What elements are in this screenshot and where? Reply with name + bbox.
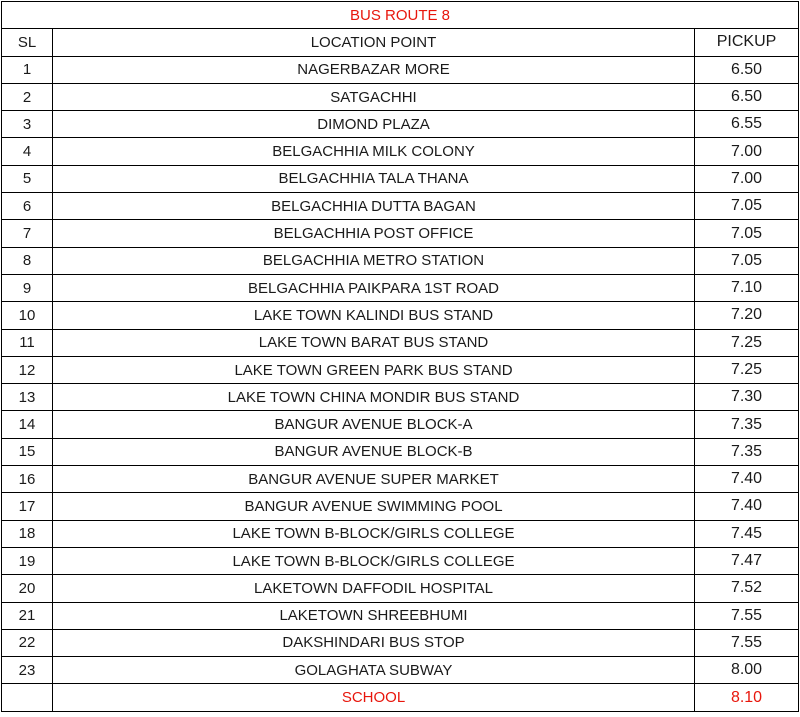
row-pickup: 7.47 [695, 547, 799, 574]
row-location: LAKE TOWN B-BLOCK/GIRLS COLLEGE [53, 547, 695, 574]
row-location: DAKSHINDARI BUS STOP [53, 629, 695, 656]
header-row [2, 29, 799, 56]
table-row [2, 438, 799, 465]
row-location: BELGACHHIA METRO STATION [53, 247, 695, 274]
table-row [2, 493, 799, 520]
row-sl: 9 [2, 274, 53, 301]
row-location: GOLAGHATA SUBWAY [53, 657, 695, 684]
row-pickup: 8.00 [695, 657, 799, 684]
row-pickup: 7.40 [695, 493, 799, 520]
row-pickup: 7.52 [695, 575, 799, 602]
row-pickup: 7.35 [695, 411, 799, 438]
row-sl: 16 [2, 466, 53, 493]
row-pickup: 7.45 [695, 520, 799, 547]
row-location: DIMOND PLAZA [53, 111, 695, 138]
row-pickup: 7.30 [695, 384, 799, 411]
row-pickup: 6.50 [695, 83, 799, 110]
row-location: LAKE TOWN BARAT BUS STAND [53, 329, 695, 356]
header-pickup: PICKUP [695, 29, 799, 56]
row-location: LAKETOWN DAFFODIL HOSPITAL [53, 575, 695, 602]
table-row [2, 547, 799, 574]
row-pickup: 7.00 [695, 165, 799, 192]
row-pickup: 7.25 [695, 329, 799, 356]
table-row [2, 302, 799, 329]
row-sl: 3 [2, 111, 53, 138]
route-title: BUS ROUTE 8 [2, 2, 799, 29]
row-location: LAKE TOWN GREEN PARK BUS STAND [53, 356, 695, 383]
row-sl: 20 [2, 575, 53, 602]
row-location: BANGUR AVENUE SUPER MARKET [53, 466, 695, 493]
table-row [2, 602, 799, 629]
table-row [2, 411, 799, 438]
row-sl: 21 [2, 602, 53, 629]
table-row [2, 657, 799, 684]
row-pickup: 7.00 [695, 138, 799, 165]
row-sl: 13 [2, 384, 53, 411]
row-sl: 1 [2, 56, 53, 83]
school-location: SCHOOL [53, 684, 695, 711]
row-location: BELGACHHIA MILK COLONY [53, 138, 695, 165]
table-row [2, 138, 799, 165]
table-row [2, 193, 799, 220]
row-location: BANGUR AVENUE SWIMMING POOL [53, 493, 695, 520]
row-sl: 19 [2, 547, 53, 574]
row-sl: 17 [2, 493, 53, 520]
row-pickup: 7.05 [695, 193, 799, 220]
table-row [2, 329, 799, 356]
row-location: BANGUR AVENUE BLOCK-A [53, 411, 695, 438]
row-pickup: 7.20 [695, 302, 799, 329]
row-location: BELGACHHIA TALA THANA [53, 165, 695, 192]
table-row [2, 83, 799, 110]
row-location: BELGACHHIA PAIKPARA 1ST ROAD [53, 274, 695, 301]
row-sl: 15 [2, 438, 53, 465]
row-location: LAKETOWN SHREEBHUMI [53, 602, 695, 629]
table-row [2, 520, 799, 547]
row-sl: 8 [2, 247, 53, 274]
table-row [2, 575, 799, 602]
table-row [2, 111, 799, 138]
row-location: SATGACHHI [53, 83, 695, 110]
row-pickup: 7.35 [695, 438, 799, 465]
row-sl: 4 [2, 138, 53, 165]
row-location: LAKE TOWN B-BLOCK/GIRLS COLLEGE [53, 520, 695, 547]
row-pickup: 7.05 [695, 220, 799, 247]
row-sl: 5 [2, 165, 53, 192]
school-sl [2, 684, 53, 711]
row-sl: 11 [2, 329, 53, 356]
row-location: LAKE TOWN CHINA MONDIR BUS STAND [53, 384, 695, 411]
school-pickup: 8.10 [695, 684, 799, 711]
row-location: NAGERBAZAR MORE [53, 56, 695, 83]
row-pickup: 7.40 [695, 466, 799, 493]
table-row [2, 165, 799, 192]
row-sl: 22 [2, 629, 53, 656]
row-sl: 18 [2, 520, 53, 547]
school-row [2, 684, 799, 711]
row-sl: 12 [2, 356, 53, 383]
row-sl: 10 [2, 302, 53, 329]
row-location: BELGACHHIA DUTTA BAGAN [53, 193, 695, 220]
table-row [2, 220, 799, 247]
table-row [2, 384, 799, 411]
row-pickup: 6.55 [695, 111, 799, 138]
row-location: BANGUR AVENUE BLOCK-B [53, 438, 695, 465]
header-location: LOCATION POINT [53, 29, 695, 56]
row-location: BELGACHHIA POST OFFICE [53, 220, 695, 247]
row-pickup: 7.55 [695, 629, 799, 656]
row-sl: 14 [2, 411, 53, 438]
table-row [2, 274, 799, 301]
row-pickup: 7.10 [695, 274, 799, 301]
row-pickup: 7.55 [695, 602, 799, 629]
table-row [2, 629, 799, 656]
row-sl: 6 [2, 193, 53, 220]
table-row [2, 247, 799, 274]
row-location: LAKE TOWN KALINDI BUS STAND [53, 302, 695, 329]
table-row [2, 356, 799, 383]
table-row [2, 466, 799, 493]
header-sl: SL [2, 29, 53, 56]
row-pickup: 7.05 [695, 247, 799, 274]
row-pickup: 7.25 [695, 356, 799, 383]
row-sl: 7 [2, 220, 53, 247]
bus-route-table [1, 1, 799, 712]
row-sl: 2 [2, 83, 53, 110]
row-pickup: 6.50 [695, 56, 799, 83]
title-row [2, 2, 799, 29]
table-row [2, 56, 799, 83]
row-sl: 23 [2, 657, 53, 684]
